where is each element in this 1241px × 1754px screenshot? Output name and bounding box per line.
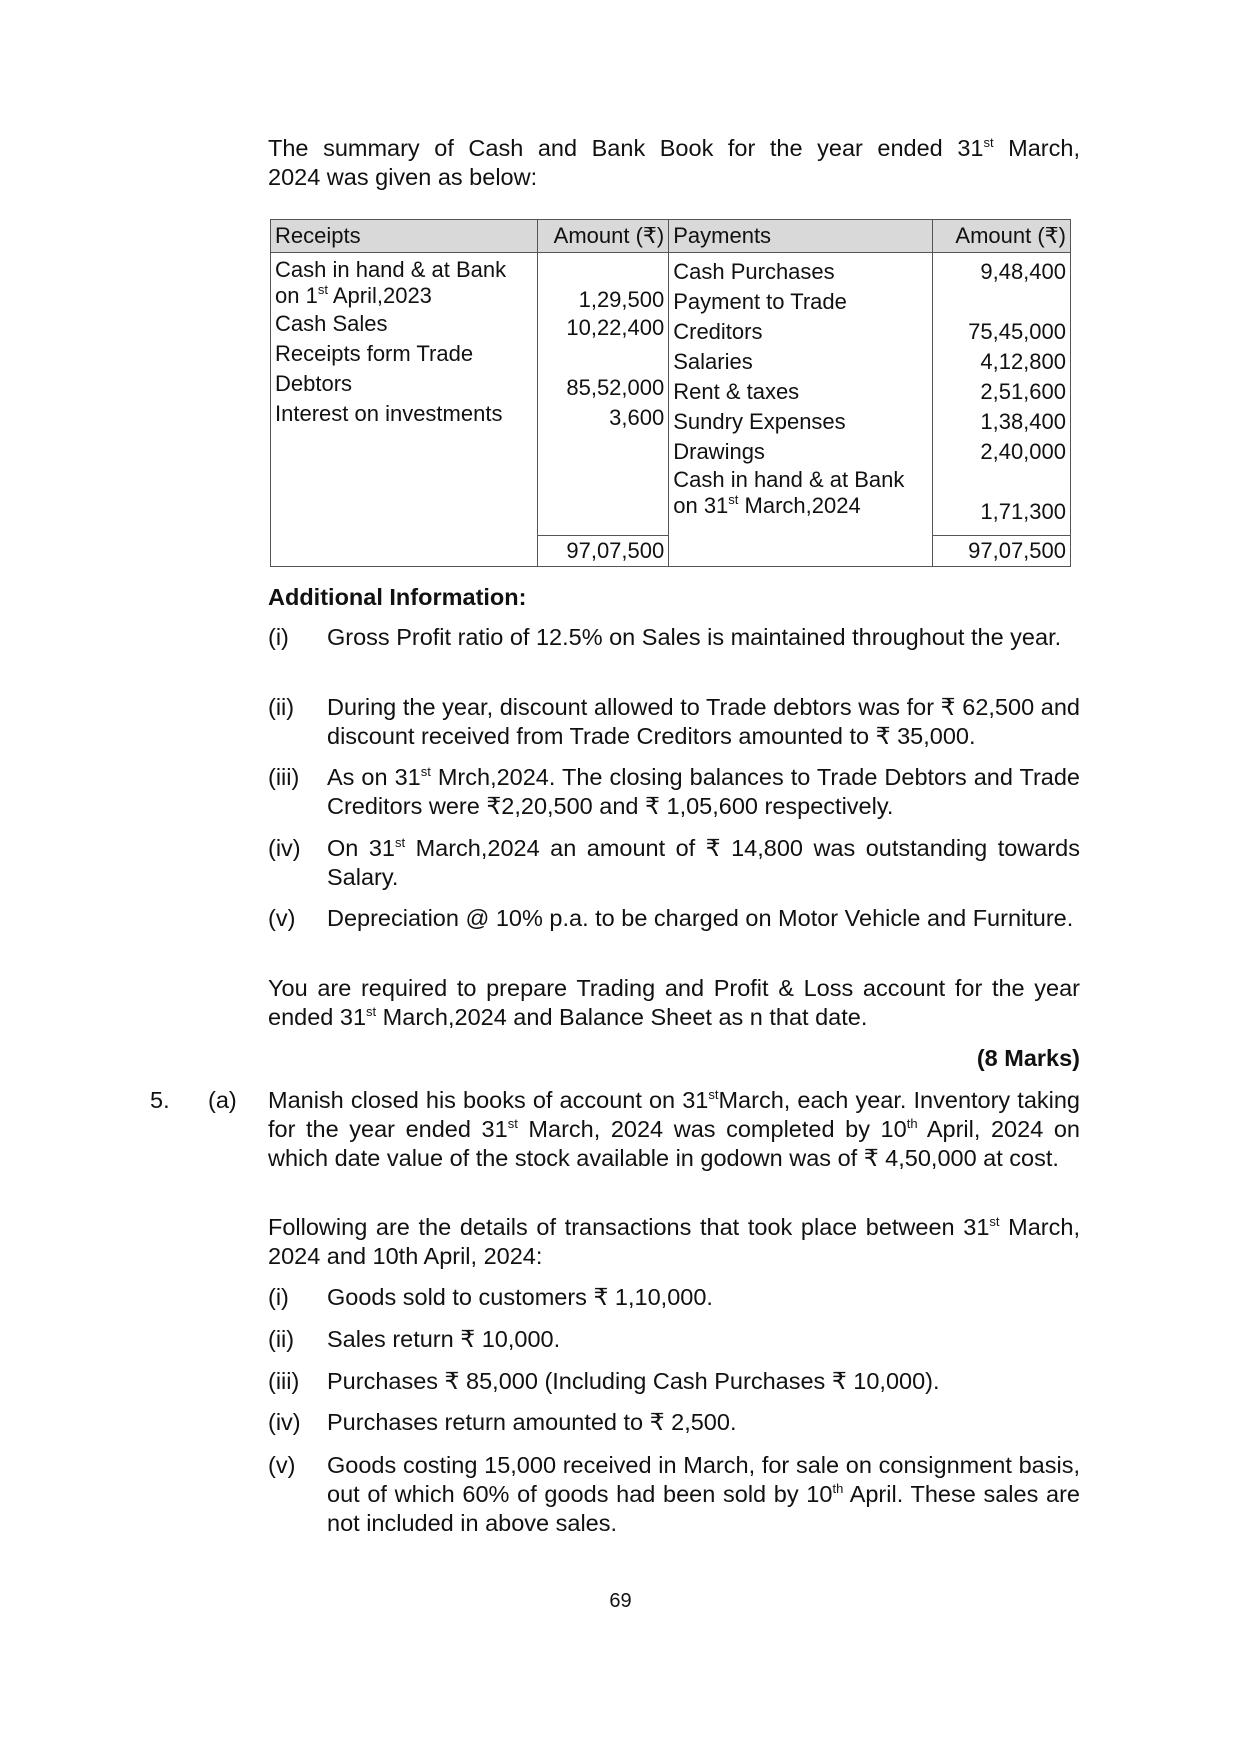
- required-paragraph: You are required to prepare Trading and Profit & Loss account for the year ended 31st March,2024 and Balance Sheet as n that date.: [268, 975, 1080, 1030]
- receipt-amount: 10,22,400: [566, 315, 665, 340]
- payment-label: Salaries: [673, 349, 753, 374]
- table-header-row: [271, 220, 1071, 253]
- receipt-label: Interest on investments: [275, 401, 503, 426]
- question5-paragraph-1: Manish closed his books of account on 31stMarch, each year. Inventory taking for the year ended 31st March, 2024 was completed by 10th April, 2024 on which date value of the stock available in godown was of ₹ 4,50,000 at cost.: [268, 1087, 1081, 1171]
- payment-amount: [937, 287, 1066, 317]
- intro-line-2: 2024 was given as below:: [268, 164, 538, 190]
- receipt-label: Debtors: [275, 371, 353, 396]
- item-label: (v): [268, 1452, 296, 1478]
- table-body-row: [271, 253, 1071, 536]
- item-label: (ii): [268, 694, 295, 720]
- receipt-amount: 3,600: [609, 405, 665, 430]
- receipt-label: Receipts form Trade: [275, 341, 474, 366]
- item-text: Sales return ₹ 10,000.: [327, 1326, 561, 1352]
- header-payments-amount: Amount (₹): [933, 220, 1071, 253]
- receipt-amount: 1,29,500: [578, 287, 665, 312]
- item-label: (iv): [268, 835, 301, 861]
- item-text: During the year, discount allowed to Trade debtors was for ₹ 62,500 and discount received from Trade Creditors amounted to ₹ 35,000.: [327, 694, 1080, 749]
- payment-amount: 9,48,400: [980, 259, 1066, 284]
- payment-label: on 31st March,2024: [673, 492, 861, 518]
- receipt-amount: [542, 257, 664, 283]
- payments-column: [669, 253, 933, 536]
- marks-label: (8 Marks): [976, 1045, 1080, 1071]
- item-text: Purchases return amounted to ₹ 2,500.: [327, 1409, 737, 1435]
- item-text: Gross Profit ratio of 12.5% on Sales is maintained throughout the year.: [327, 624, 1062, 650]
- page-number: 69: [609, 1590, 632, 1612]
- payment-amount: 4,12,800: [980, 349, 1066, 374]
- item-text: Depreciation @ 10% p.a. to be charged on Motor Vehicle and Furniture.: [327, 905, 1074, 931]
- item-text: On 31st March,2024 an amount of ₹ 14,800 was outstanding towards Salary.: [327, 835, 1080, 890]
- payment-label: Cash in hand & at Bank: [673, 467, 905, 492]
- total-receipts: 97,07,500: [538, 536, 669, 567]
- receipts-amount-column: [538, 253, 669, 536]
- total-blank-cell: [271, 536, 538, 567]
- item-label: (v): [268, 905, 296, 931]
- payment-label: Sundry Expenses: [673, 409, 846, 434]
- total-blank-cell: [669, 536, 933, 567]
- item-text: Goods costing 15,000 received in March, for sale on consignment basis, out of which 60% of goods had been sold by 10th April. These sales are not included in above sales.: [327, 1452, 1081, 1536]
- payment-amount: 2,51,600: [980, 379, 1066, 404]
- payment-label: Drawings: [673, 439, 765, 464]
- intro-line-1: The summary of Cash and Bank Book for the year ended 31st March,: [268, 135, 1080, 161]
- header-receipts-amount: Amount (₹): [538, 220, 669, 253]
- payment-label: Cash Purchases: [673, 259, 835, 284]
- header-receipts: Receipts: [271, 220, 538, 253]
- item-label: (iii): [268, 764, 300, 790]
- receipt-label: Cash in hand & at Bank: [275, 257, 507, 282]
- payment-amount: [937, 467, 1066, 493]
- payment-amount: 2,40,000: [980, 439, 1066, 464]
- question-part: (a): [208, 1087, 237, 1113]
- question-number: 5.: [150, 1087, 170, 1113]
- header-payments: Payments: [669, 220, 933, 253]
- item-label: (iv): [268, 1409, 301, 1435]
- payment-label: Payment to Trade: [673, 289, 847, 314]
- receipt-amount: [542, 343, 664, 373]
- item-text: Purchases ₹ 85,000 (Including Cash Purchases ₹ 10,000).: [327, 1368, 940, 1394]
- total-payments: 97,07,500: [933, 536, 1071, 567]
- item-text: As on 31st Mrch,2024. The closing balances to Trade Debtors and Trade Creditors were ₹2,20,500 and ₹ 1,05,600 respectively.: [327, 764, 1080, 819]
- payments-amount-column: [933, 253, 1071, 536]
- item-label: (i): [268, 1284, 289, 1310]
- receipt-amount: 85,52,000: [566, 375, 665, 400]
- item-label: (ii): [268, 1326, 295, 1352]
- additional-info-heading: Additional Information:: [268, 584, 527, 610]
- payment-amount: 75,45,000: [968, 319, 1066, 344]
- payment-label: Rent & taxes: [673, 379, 800, 404]
- table-total-row: [271, 536, 1071, 567]
- payment-amount: 1,71,300: [980, 499, 1066, 524]
- payment-amount: 1,38,400: [980, 409, 1066, 434]
- payment-label: Creditors: [673, 319, 763, 344]
- intro-paragraph: [268, 134, 1080, 192]
- receipts-column: [271, 253, 538, 536]
- cash-bank-summary-table: [270, 219, 1071, 567]
- receipt-label: Cash Sales: [275, 311, 388, 336]
- item-text: Goods sold to customers ₹ 1,10,000.: [327, 1284, 713, 1310]
- question5-paragraph-2: Following are the details of transactions that took place between 31st March, 2024 and 10th April, 2024:: [268, 1214, 1080, 1269]
- item-label: (i): [268, 624, 289, 650]
- receipt-label: on 1st April,2023: [275, 282, 432, 308]
- item-label: (iii): [268, 1368, 300, 1394]
